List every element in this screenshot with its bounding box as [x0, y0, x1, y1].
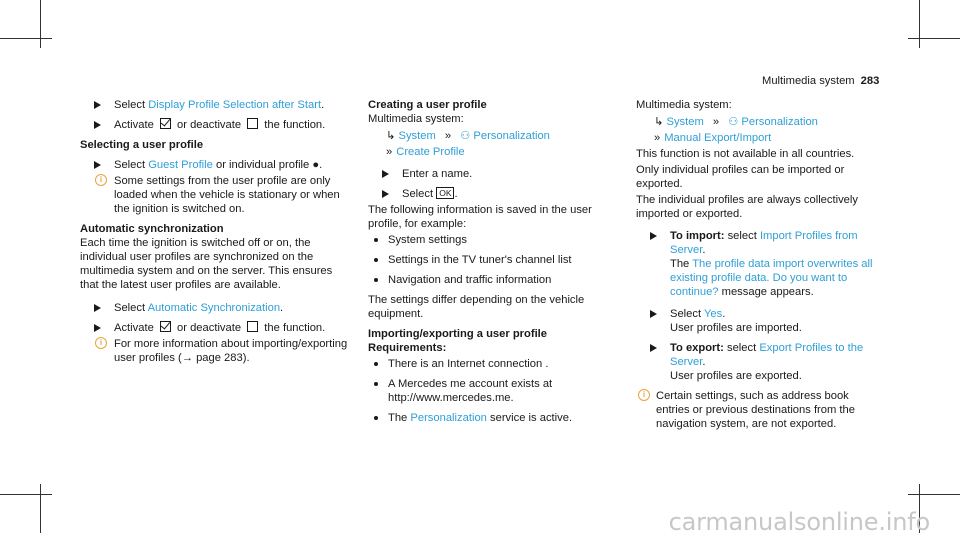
crop-mark	[0, 38, 52, 39]
arrow-icon	[94, 324, 101, 332]
checkbox-empty-icon	[247, 118, 258, 129]
info-note: i Certain settings, such as address book entries or previous destinations from the navigation system, are not exported.	[636, 389, 881, 431]
column-3	[636, 98, 881, 437]
menu-link[interactable]: Guest Profile	[148, 159, 213, 171]
arrow-icon	[382, 190, 389, 198]
subheading: Requirements:	[368, 342, 447, 354]
menu-link[interactable]: Automatic Synchronization	[147, 302, 281, 314]
arrow-icon	[650, 232, 657, 240]
info-note: i Some settings from the user profile are only loaded when the vehicle is stationary or when the ignition is switched on.	[80, 174, 348, 216]
list-item: Settings in the TV tuner's channel list	[368, 253, 616, 267]
running-header	[762, 74, 879, 88]
menu-path	[636, 131, 881, 145]
heading: Importing/exporting a user profile	[368, 328, 548, 340]
checkbox-checked-icon	[160, 118, 171, 129]
watermark-text: carmanualsonline.info	[668, 508, 930, 536]
menu-link[interactable]: Personalization	[741, 116, 818, 128]
paragraph: Only individual profiles can be imported or exported.	[636, 164, 845, 190]
list-item: There is an Internet connection .	[368, 357, 616, 371]
crop-mark	[908, 38, 960, 39]
step: To import: select Import Profiles from Server. The The profile data import overwrites all existing profile data. Do you want to continue? message appears.	[636, 229, 881, 299]
column-1	[80, 98, 348, 371]
paragraph: Multimedia system:	[636, 99, 732, 111]
crop-mark	[40, 0, 41, 48]
double-chevron-icon: »	[712, 116, 720, 128]
step: Activate or deactivate the function.	[80, 321, 348, 335]
arrow-icon	[94, 161, 101, 169]
step: Activate or deactivate the function.	[80, 118, 348, 132]
menu-link[interactable]: Display Profile Selection after Start	[148, 99, 322, 111]
arrow-icon	[94, 101, 101, 109]
menu-path	[368, 145, 616, 159]
info-icon: i	[638, 389, 650, 401]
heading: Selecting a user profile	[80, 139, 204, 151]
menu-link[interactable]: Personalization	[473, 130, 550, 142]
double-chevron-icon: »	[444, 130, 452, 142]
double-chevron-icon: »	[386, 146, 393, 158]
arrow-icon	[650, 310, 657, 318]
info-icon: i	[95, 337, 107, 349]
step: Select Display Profile Selection after Start.	[80, 98, 348, 112]
personalization-icon: ⚇	[460, 130, 471, 142]
crop-mark	[919, 0, 920, 48]
paragraph: This function is not available in all countries.	[636, 148, 855, 160]
info-note: i For more information about importing/exporting user profiles (→ page 283).	[80, 337, 348, 365]
step: Select OK .	[368, 187, 616, 201]
path-arrow-icon: ↳	[386, 130, 396, 142]
crop-mark	[40, 484, 41, 533]
paragraph: Multimedia system:	[368, 113, 464, 125]
menu-link[interactable]: Yes	[704, 308, 723, 320]
paragraph: Each time the ignition is switched off or on, the individual user profiles are synchronized on the multimedia system and on the server. This ensures that the latest user profiles are available.	[80, 237, 333, 291]
list-item: The Personalization service is active.	[368, 411, 616, 425]
paragraph: The individual profiles are always collectively imported or exported.	[636, 194, 858, 220]
checkbox-checked-icon	[160, 321, 171, 332]
double-chevron-icon: »	[654, 132, 661, 144]
menu-link[interactable]: Manual Export/Import	[664, 132, 772, 144]
step: Select Yes. User profiles are imported.	[636, 307, 881, 335]
menu-link[interactable]: System	[398, 130, 436, 142]
personalization-icon: ⚇	[728, 116, 739, 128]
menu-link[interactable]: Export Profiles to the Server	[670, 342, 864, 368]
arrow-icon	[94, 304, 101, 312]
step: To export: select Export Profiles to the Server. User profiles are exported.	[636, 341, 881, 383]
heading: Automatic synchronization	[80, 223, 224, 235]
arrow-icon	[382, 170, 389, 178]
arrow-icon	[94, 121, 101, 129]
checkbox-empty-icon	[247, 321, 258, 332]
menu-path	[368, 129, 616, 143]
paragraph: The following information is saved in the user profile, for example:	[368, 204, 592, 230]
menu-link[interactable]: Create Profile	[396, 146, 465, 158]
list-item: System settings	[368, 233, 616, 247]
info-icon: i	[95, 174, 107, 186]
menu-link[interactable]: System	[666, 116, 704, 128]
step: Select Automatic Synchronization.	[80, 301, 348, 315]
step: Select Guest Profile or individual profile ●.	[80, 158, 348, 172]
ok-key[interactable]: OK	[436, 187, 454, 199]
page-number: 283	[860, 75, 880, 87]
list-item: Navigation and traffic information	[368, 273, 616, 287]
step: Enter a name.	[368, 167, 616, 181]
crop-mark	[0, 494, 52, 495]
crop-mark	[908, 494, 960, 495]
path-arrow-icon: ↳	[654, 116, 664, 128]
paragraph: The settings differ depending on the vehicle equipment.	[368, 294, 585, 320]
heading: Creating a user profile	[368, 99, 487, 111]
list-item: A Mercedes me account exists at http://www.mercedes.me.	[368, 377, 616, 405]
menu-link[interactable]: Import Profiles from Server	[670, 230, 858, 256]
message-text: The profile data import overwrites all existing profile data. Do you want to continue?	[670, 258, 873, 298]
menu-path	[636, 115, 881, 129]
section-title: Multimedia system	[762, 75, 855, 87]
column-2	[368, 98, 616, 431]
arrow-icon	[650, 344, 657, 352]
menu-link[interactable]: Personalization	[410, 412, 487, 424]
